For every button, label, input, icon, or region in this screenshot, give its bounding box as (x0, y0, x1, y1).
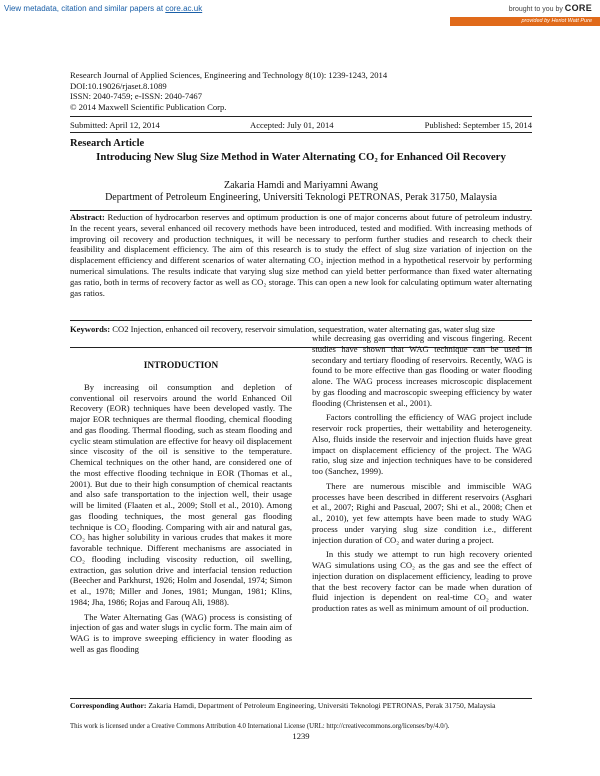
article-type: Research Article (70, 138, 145, 149)
left-column (70, 361, 292, 659)
affiliation: Department of Petroleum Engineering, Universiti Teknologi PETRONAS, Perak 31750, Malaysia (105, 192, 497, 203)
intro-heading: INTRODUCTION (143, 361, 219, 371)
core-logo: CORE (564, 3, 592, 13)
paragraph: There are numerous miscible and immiscible WAG processes have been described in different reservoirs (Asghari et al., 2007; Righi and Pascual, 2007; Shi et al., 2008; Chen et al., 2010), yet few attempts have been made to study WAG process under varying slug size condition i.e., different injection duration of CO₂ and water during a project. (312, 480, 532, 545)
corr-label: Corresponding Author: (70, 701, 147, 710)
paragraph: The Water Alternating Gas (WAG) process is consisting of injection of gas and water slugs in cyclic form. The main aim of WAG is to improve sweeping efficiency in water flooding as well as gas flooding (70, 611, 292, 654)
paragraph: Factors controlling the efficiency of WAG project include reservoir rock properties, their wettability and heterogeneity. Also, fluids inside the reservoir and injection fluids have great impact on displacement efficiency of the project. The WAG ratio, slug size and injection techniques have to be considered too (Sanchez, 1999). (312, 412, 532, 476)
accepted-date: Accepted: July 01, 2014 (250, 120, 334, 130)
corr-text: Zakaria Hamdi, Department of Petroleum Engineering, Universiti Teknologi PETRONAS, Perak 31750, Malaysia (148, 701, 496, 710)
right-column (312, 333, 532, 618)
header-divider-bottom (70, 132, 532, 133)
doi: DOI:10.19026/rjaset.8.1089 (70, 80, 167, 91)
provided-by-text: provided by Heriot Watt Pure (521, 18, 592, 24)
corresponding-author (70, 701, 532, 711)
brought-by-text: brought to you by (508, 6, 563, 13)
abstract-text: Reduction of hydrocarbon reserves and optimum production is one of major concerns about future of petroleum industry. In the recent years, several enhanced oil recovery methods have been introduced, tested and modified. With increasing methods of improving oil recovery and production techniques, it will be necessary to perform further studies and research to check their feasibility and displacement efficiency. The aim of this research is to study the effect of slug size variation of injection on the displacement efficiency and different scenarios of water alternating CO₂ injection method in a hypothetical reservoir by performing numerical simulations. The results indicate that varying slug size method can yield better performance than fixed water alternating gas ratio, both in terms of recovery factor as well as CO₂ storage. This can open a new look for calculating optimum water alternating gas ratios. (70, 212, 532, 298)
header-divider-top (70, 116, 532, 117)
abstract-divider-top (70, 210, 532, 211)
journal-citation: Research Journal of Applied Sciences, Engineering and Technology 8(10): 1239-1243, 2014 (70, 70, 388, 80)
core-brand[interactable] (452, 3, 592, 13)
keywords-text: CO2 Injection, enhanced oil recovery, reservoir simulation, sequestration, water alternating gas, water slug size (112, 324, 495, 334)
paragraph: while decreasing gas overriding and viscous fingering. Recent studies have shown that WAG technique can be used in secondary and tertiary flooding of reservoirs. Recently, WAG is found to be more effective than gas flooding or water flooding alone. The WAG process increases microscopic displacement by gas flooding and macroscopic sweeping efficiency by water flooding (Christensen et al., 2001). (312, 333, 532, 408)
view-metadata-text: View metadata, citation and similar papers at (4, 4, 166, 13)
authors: Zakaria Hamdi and Mariyamni Awang (223, 180, 379, 191)
submitted-date: Submitted: April 12, 2014 (70, 120, 160, 130)
paragraph: By increasing oil consumption and depletion of conventional oil reservoirs around the world Enhanced Oil Recovery (EOR) techniques have been developed vastly. The major EOR techniques are thermal flooding, chemical flooding and gas flooding. Thermal flooding, such as steam flooding and cyclic steam stimulation are effective for heavy oil displacement since viscosity of the oil is sensitive to the temperature. Chemical techniques on the other hand, are considered one of the most effective flooding technique in EOR (Thomas et al., 2001). But due to their high consumption of chemical reactants and also safe transportation to the injection well, their usage will be limited (Flaaten et al., 2009; Stoll et al., 2010). Among gas flooding techniques, the most general gas flooding technique is CO₂ flooding. Comparing with air and natural gas, CO₂ has higher solubility in various crudes that makes it more favorable technique. Different mechanisms are associated in CO₂ flooding including viscosity reduction, oil swelling, extraction, gas solution drive and interfacial tension reduction (Beecher and Parkhurst, 1926; Holm and Josendal, 1974; Simon et al., 1978; Miller and Jones, 1981; Mungan, 1981; Klins, 1984; Jha, 1986; Rojas and Farouq Ali, 1988). (70, 381, 292, 607)
keywords-label: Keywords: (70, 324, 111, 334)
footer-divider (70, 698, 532, 699)
core-banner (0, 0, 600, 22)
license-note: This work is licensed under a Creative Commons Attribution 4.0 International License (URL: http://creativecommons.org/licenses/by/4.0/). (70, 723, 450, 730)
journal-header (70, 70, 540, 112)
copyright: © 2014 Maxwell Scientific Publication Corp. (70, 101, 227, 112)
abstract-divider-bottom (70, 320, 532, 321)
abstract-label: Abstract: (70, 212, 105, 222)
page-number: 1239 (292, 731, 310, 741)
article-title: Introducing New Slug Size Method in Water Alternating CO₂ for Enhanced Oil Recovery (96, 151, 506, 163)
issn: ISSN: 2040-7459; e-ISSN: 2040-7467 (70, 91, 203, 102)
published-date: Published: September 15, 2014 (424, 120, 532, 130)
view-metadata-link[interactable] (4, 4, 202, 13)
abstract (70, 212, 532, 298)
paragraph: In this study we attempt to run high recovery oriented WAG simulations using CO₂ as the gas and see the effect of injection duration on displacement efficiency, leading to prove that the best recovery factor can be made when duration of fluid injection is dependent on real-time CO₂ and water production rates as well as minimum amount of oil production. (312, 549, 532, 613)
provided-by-strip (450, 17, 600, 26)
core-domain-link[interactable]: core.ac.uk (165, 4, 203, 13)
